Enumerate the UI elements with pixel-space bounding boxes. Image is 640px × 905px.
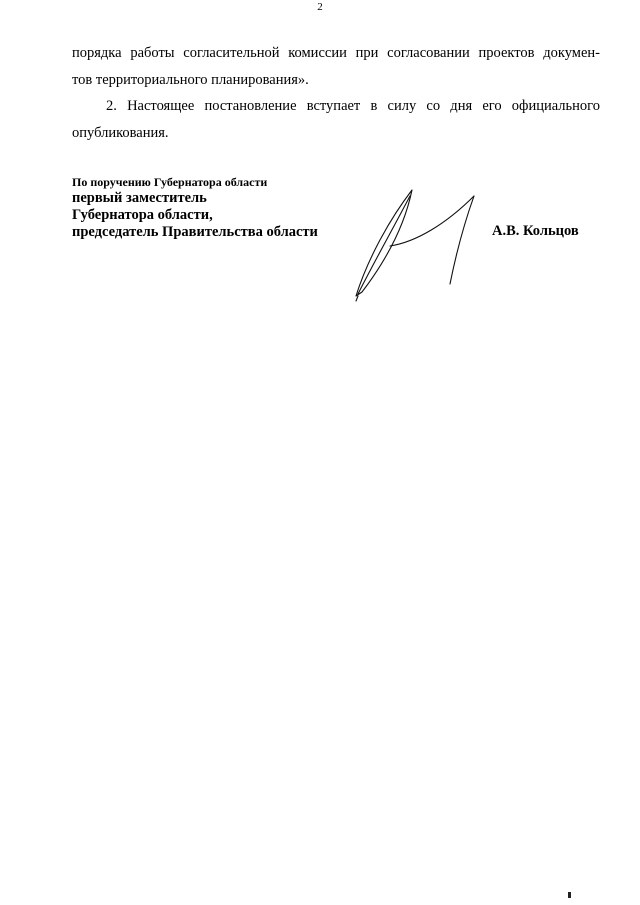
position-line-3: председатель Правительства области	[72, 224, 318, 240]
paragraph-2-line-1: 2. Настоящее постановление вступает в силу со дня его официального	[106, 98, 600, 114]
signatory-title-block	[72, 174, 318, 241]
paragraph-2	[72, 93, 600, 147]
signer-name: А.В. Кольцов	[492, 223, 579, 239]
paragraph-1-line-1: порядка работы согласительной комиссии при согласовании проектов докумен-	[72, 45, 600, 61]
position-line-2: Губернатора области,	[72, 207, 213, 223]
position-line-1: первый заместитель	[72, 190, 207, 206]
paragraph-1-line-2: тов территориального планирования».	[72, 72, 309, 88]
handwritten-signature	[346, 184, 486, 302]
page-mark	[568, 892, 571, 898]
paragraph-1	[72, 40, 600, 94]
paragraph-2-line-2: опубликования.	[72, 125, 169, 141]
page-number: 2	[317, 1, 323, 13]
order-line: По поручению Губернатора области	[72, 175, 268, 189]
